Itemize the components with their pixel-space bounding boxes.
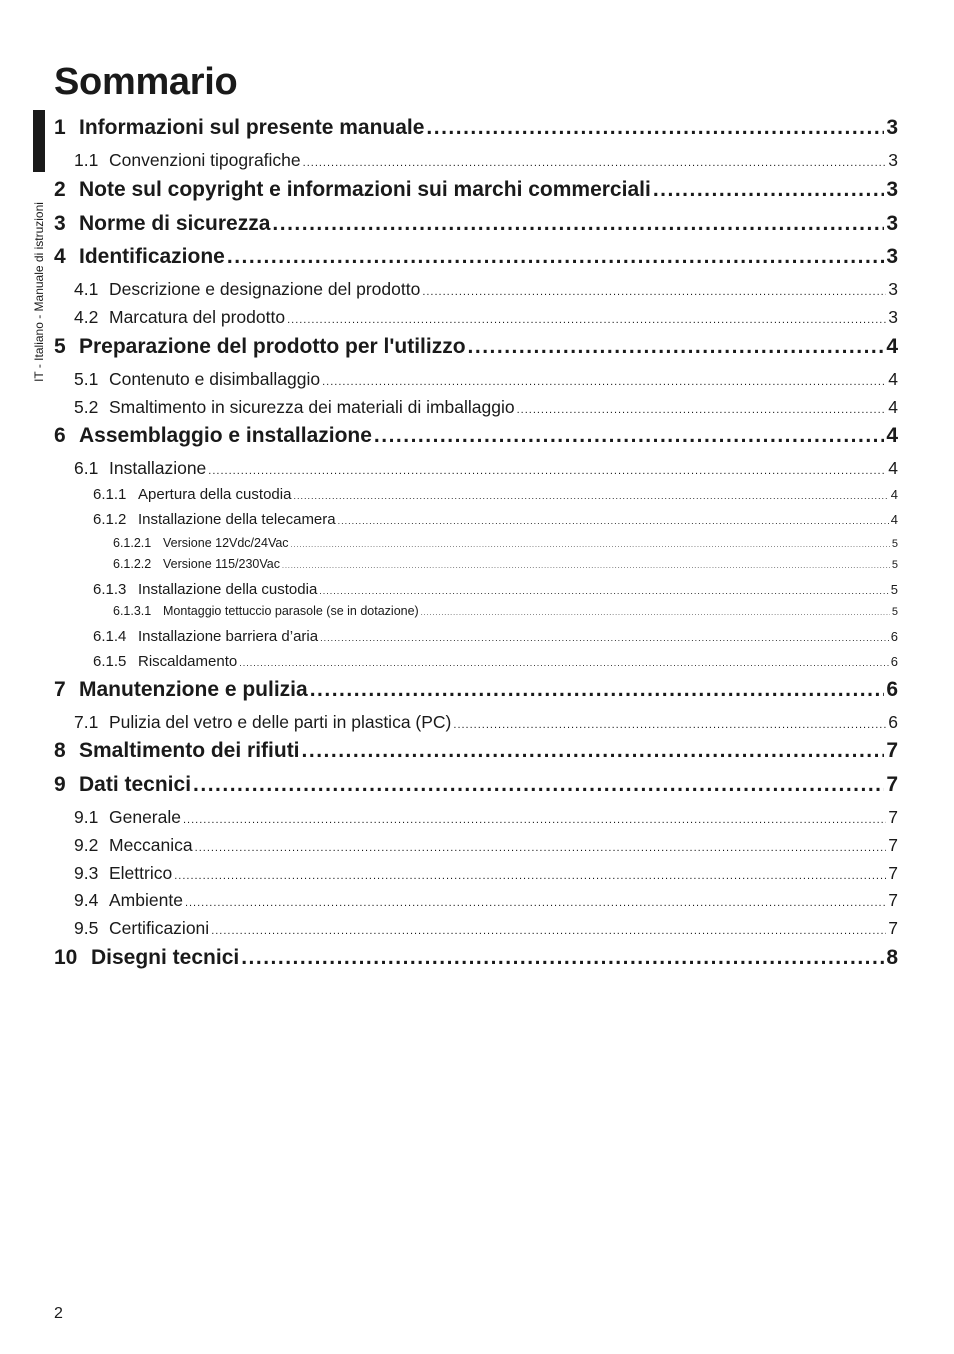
toc-entry-label: Certificazioni <box>109 918 210 938</box>
toc-entry-number: 9.1 <box>74 807 99 827</box>
toc-entry-page: 7 <box>888 807 898 827</box>
toc-entry-page: 6 <box>886 678 898 701</box>
leader-dots <box>183 814 886 826</box>
toc-entry-page: 6 <box>890 654 898 669</box>
toc-entry-label: Elettrico <box>109 863 173 883</box>
toc-entry[interactable] <box>74 863 898 884</box>
side-language-label: IT - Italiano - Manuale di istruzioni <box>32 202 46 382</box>
toc-entry-label: Smaltimento dei rifiuti <box>79 739 300 762</box>
toc-entry-page: 3 <box>888 279 898 299</box>
leader-dots <box>303 157 887 169</box>
toc-entry-number: 3 <box>54 212 66 235</box>
toc-entry-label: Descrizione e designazione del prodotto <box>109 279 421 299</box>
toc-entry-number: 6.1.1 <box>93 486 127 503</box>
leader-dots <box>195 842 887 854</box>
toc-entry[interactable] <box>113 536 898 550</box>
toc-entry-number: 9.4 <box>74 890 99 910</box>
toc-entry-page: 4 <box>888 458 898 478</box>
toc-entry-number: 6.1.3.1 <box>113 604 152 618</box>
toc-entry-label: Pulizia del vetro e delle parti in plastica (PC) <box>109 712 452 732</box>
toc-entry[interactable] <box>54 116 898 140</box>
leader-dots <box>517 404 887 416</box>
toc-entry-label: Installazione barriera d’aria <box>138 628 319 645</box>
toc-entry-page: 7 <box>886 773 898 796</box>
toc-entry[interactable] <box>93 511 898 528</box>
toc-entry-page: 3 <box>886 245 898 268</box>
toc-entry[interactable] <box>54 773 898 797</box>
toc-entry-number: 2 <box>54 178 66 201</box>
toc-entry-page: 7 <box>888 863 898 883</box>
toc-entry[interactable] <box>74 918 898 939</box>
toc-entry[interactable] <box>74 397 898 418</box>
toc-entry-page: 5 <box>890 582 898 597</box>
leader-dots <box>468 335 885 359</box>
toc-entry[interactable] <box>93 486 898 503</box>
toc-entry-number: 4.1 <box>74 279 99 299</box>
toc-entry[interactable] <box>74 279 898 300</box>
toc-entry[interactable] <box>74 369 898 390</box>
leader-dots <box>193 773 884 797</box>
toc-entry-number: 6.1.2 <box>93 511 127 528</box>
toc-entry-label: Dati tecnici <box>79 773 192 796</box>
toc-entry-number: 1.1 <box>74 150 99 170</box>
toc-entry-number: 4.2 <box>74 307 99 327</box>
toc-entry[interactable] <box>74 807 898 828</box>
toc-entry-label: Apertura della custodia <box>138 486 292 503</box>
toc-entry-label: Installazione della telecamera <box>138 511 336 528</box>
toc-entry-label: Marcatura del prodotto <box>109 307 286 327</box>
leader-dots <box>320 633 889 643</box>
toc-entry[interactable] <box>54 946 898 970</box>
toc-entry-label: Manutenzione e pulizia <box>79 678 308 701</box>
leader-dots <box>211 925 886 937</box>
toc-entry-number: 7 <box>54 678 66 701</box>
toc-entry[interactable] <box>113 557 898 571</box>
toc-entry-label: Assemblaggio e installazione <box>79 424 372 447</box>
toc-entry-number: 6.1.5 <box>93 653 127 670</box>
leader-dots <box>653 178 885 202</box>
toc-entry-page: 7 <box>888 918 898 938</box>
toc-entry-label: Smaltimento in sicurezza dei materiali di imballaggio <box>109 397 515 417</box>
toc-entry-page: 4 <box>890 487 898 502</box>
toc-entry-page: 5 <box>891 606 898 618</box>
toc-entry-number: 1 <box>54 116 66 139</box>
toc-entry-page: 4 <box>890 512 898 527</box>
toc-entry-number: 6.1.2.2 <box>113 557 152 571</box>
toc-entry-number: 6 <box>54 424 66 447</box>
leader-dots <box>208 465 886 477</box>
toc-entry-page: 4 <box>886 424 898 447</box>
toc-entry[interactable] <box>54 739 898 763</box>
toc-entry[interactable] <box>74 890 898 911</box>
toc-entry[interactable] <box>54 335 898 359</box>
toc-entry[interactable] <box>93 628 898 645</box>
toc-entry-number: 9 <box>54 773 66 796</box>
toc-entry[interactable] <box>74 307 898 328</box>
toc-entry-number: 8 <box>54 739 66 762</box>
leader-dots <box>291 542 890 549</box>
toc-entry[interactable] <box>74 712 898 733</box>
leader-dots <box>174 870 886 882</box>
toc-entry-label: Versione 12Vdc/24Vac <box>163 536 289 550</box>
toc-entry-number: 9.5 <box>74 918 99 938</box>
toc-entry-page: 3 <box>886 178 898 201</box>
toc-entry-page: 4 <box>886 335 898 358</box>
toc-entry-page: 6 <box>890 629 898 644</box>
toc-entry-label: Note sul copyright e informazioni sui marchi commerciali <box>79 178 651 201</box>
side-bar-marker <box>33 110 45 172</box>
toc-entry-label: Disegni tecnici <box>91 946 240 969</box>
toc-entry-page: 7 <box>886 739 898 762</box>
toc-entry-number: 4 <box>54 245 66 268</box>
toc-entry-label: Generale <box>109 807 181 827</box>
leader-dots <box>319 586 888 596</box>
toc-entry[interactable] <box>113 604 898 618</box>
toc-entry[interactable] <box>74 835 898 856</box>
toc-entry-number: 6.1.3 <box>93 581 127 598</box>
toc-entry-page: 4 <box>888 369 898 389</box>
leader-dots <box>426 116 884 140</box>
page-title: Sommario <box>54 61 238 104</box>
leader-dots <box>338 516 889 526</box>
toc-entry-page: 5 <box>891 538 898 550</box>
toc-entry-number: 5.2 <box>74 397 99 417</box>
leader-dots <box>282 563 890 570</box>
page-number: 2 <box>54 1305 63 1322</box>
toc-entry-page: 7 <box>888 890 898 910</box>
toc-entry-page: 3 <box>886 116 898 139</box>
leader-dots <box>302 739 885 763</box>
toc-entry-number: 7.1 <box>74 712 99 732</box>
toc-entry-label: Norme di sicurezza <box>79 212 271 235</box>
toc-entry-page: 3 <box>886 212 898 235</box>
toc-entry[interactable] <box>74 150 898 171</box>
toc-entry[interactable] <box>74 458 898 479</box>
toc-entry-label: Installazione della custodia <box>138 581 318 598</box>
leader-dots <box>185 897 886 909</box>
toc-entry-page: 4 <box>888 397 898 417</box>
toc-entry-label: Montaggio tettuccio parasole (se in dotazione) <box>163 604 419 618</box>
leader-dots <box>374 424 884 448</box>
toc-entry[interactable] <box>54 178 898 202</box>
toc-entry-page: 7 <box>888 835 898 855</box>
toc-entry-number: 5 <box>54 335 66 358</box>
toc-entry-label: Identificazione <box>79 245 225 268</box>
toc-entry-page: 8 <box>886 946 898 969</box>
toc-entry[interactable] <box>54 212 898 236</box>
leader-dots <box>241 946 884 970</box>
leader-dots <box>293 491 888 501</box>
toc-entry-page: 3 <box>888 307 898 327</box>
toc-entry[interactable] <box>54 424 898 448</box>
toc-entry[interactable] <box>54 245 898 269</box>
leader-dots <box>227 245 884 269</box>
toc-entry-label: Ambiente <box>109 890 183 910</box>
toc-entry-page: 6 <box>888 712 898 732</box>
leader-dots <box>322 376 886 388</box>
toc-entry-label: Meccanica <box>109 835 193 855</box>
toc-entry-label: Versione 115/230Vac <box>163 557 280 571</box>
toc-entry-number: 9.2 <box>74 835 99 855</box>
leader-dots <box>453 719 886 731</box>
toc-entry-label: Riscaldamento <box>138 653 238 670</box>
toc-entry-label: Installazione <box>109 458 207 478</box>
toc-entry-number: 6.1.2.1 <box>113 536 152 550</box>
toc-entry-page: 3 <box>888 150 898 170</box>
toc-entry-label: Convenzioni tipografiche <box>109 150 301 170</box>
toc-entry-number: 5.1 <box>74 369 99 389</box>
toc-entry-number: 9.3 <box>74 863 99 883</box>
leader-dots <box>421 610 890 617</box>
leader-dots <box>310 678 885 702</box>
leader-dots <box>287 314 886 326</box>
toc-entry-label: Preparazione del prodotto per l'utilizzo <box>79 335 466 358</box>
toc-entry-label: Informazioni sul presente manuale <box>79 116 425 139</box>
toc-entry[interactable] <box>93 581 898 598</box>
toc-entry[interactable] <box>93 653 898 670</box>
leader-dots <box>272 212 884 236</box>
toc-entry-number: 10 <box>54 946 78 969</box>
toc-entry-label: Contenuto e disimballaggio <box>109 369 321 389</box>
toc-entry-number: 6.1.4 <box>93 628 127 645</box>
leader-dots <box>422 286 886 298</box>
toc-entry-page: 5 <box>891 559 898 571</box>
toc-entry-number: 6.1 <box>74 458 99 478</box>
leader-dots <box>239 658 889 668</box>
toc-entry[interactable] <box>54 678 898 702</box>
